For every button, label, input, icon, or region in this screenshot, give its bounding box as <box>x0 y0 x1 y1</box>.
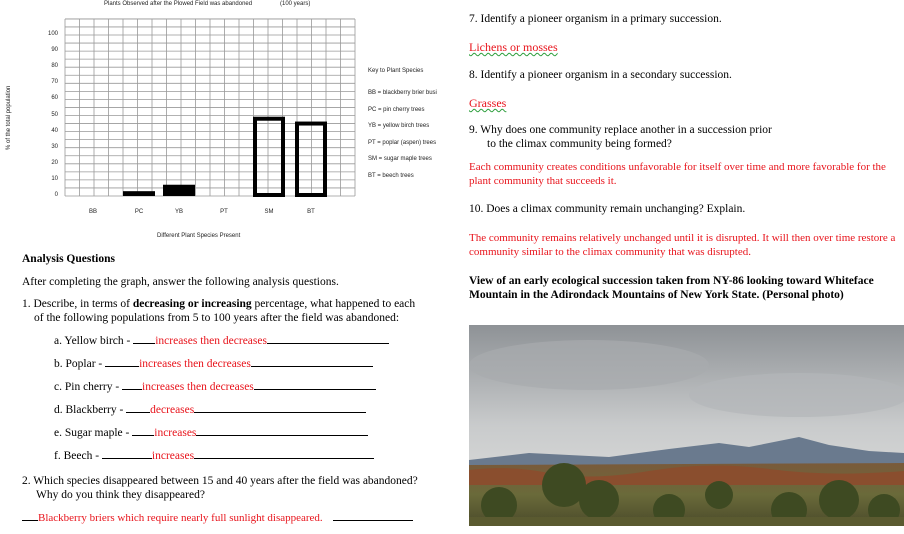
y-tick-label: 0 <box>54 192 58 198</box>
question-9 <box>469 123 772 151</box>
item-answer: increases then decreases <box>155 335 267 347</box>
landscape-photo <box>469 325 904 526</box>
chart-subtitle: (100 years) <box>280 1 311 7</box>
q2-text: 2. Which species disappeared between 15 and 40 years after the field was abandoned? <box>22 475 418 487</box>
legend-entry: PT = poplar (aspen) trees <box>368 139 437 146</box>
q1-emphasis: decreasing or increasing <box>132 298 252 310</box>
bar-YB <box>163 185 195 196</box>
q2-text: Why do you think they disappeared? <box>36 489 205 501</box>
y-tick-label: 20 <box>51 159 58 166</box>
y-tick-label: 40 <box>51 127 58 134</box>
chart-title: Plants Observed after the Plowed Field was abandoned <box>104 1 253 7</box>
q1-text: percentage, what happened to each <box>251 298 416 310</box>
photo-caption: View of an early ecological succession taken from NY-86 looking toward Whiteface Mountain in the Adirondack Mountains of New York State. (Personal photo) <box>469 275 874 301</box>
analysis-heading: Analysis Questions <box>22 253 115 265</box>
answer-8 <box>469 96 506 110</box>
y-tick-label: 80 <box>51 63 58 70</box>
legend-entry: PC = pin cherry trees <box>368 106 425 113</box>
legend-title: Key to Plant Species <box>368 68 424 74</box>
answer-item[interactable] <box>54 357 373 371</box>
legend-entry: BT = beech trees <box>368 172 414 179</box>
q1-text: 1. Describe, in terms of <box>22 298 133 310</box>
q9-text: 9. Why does one community replace another in a succession prior <box>469 124 772 136</box>
item-answer: increases then decreases <box>139 358 251 370</box>
answer-7-text: Lichens or mosses <box>469 40 558 54</box>
item-label: a. Yellow birch - <box>54 335 134 347</box>
x-tick-label: SM <box>264 209 274 215</box>
answer-item[interactable] <box>54 380 376 394</box>
bar-SM <box>255 119 283 195</box>
answer-7 <box>469 40 558 54</box>
item-answer: decreases <box>150 404 195 416</box>
item-label: d. Blackberry - <box>54 404 127 416</box>
answer-item[interactable] <box>54 449 374 463</box>
x-axis-label: Different Plant Species Present <box>157 233 241 239</box>
y-tick-label: 70 <box>51 79 58 86</box>
answer-item[interactable] <box>54 334 389 348</box>
y-tick-label: 50 <box>51 111 58 118</box>
y-tick-label: 100 <box>47 31 58 37</box>
analysis-intro: After completing the graph, answer the following analysis questions. <box>22 276 339 288</box>
item-answer: increases <box>151 450 195 462</box>
chart-plot <box>0 0 460 230</box>
item-answer: increases then decreases <box>142 381 254 393</box>
legend-entry: SM = sugar maple trees <box>368 156 432 162</box>
question-7: 7. Identify a pioneer organism in a primary succession. <box>469 13 722 25</box>
answer-8-text: Grasses <box>469 96 507 110</box>
item-label: f. Beech - <box>54 450 102 462</box>
answer-9: Each community creates conditions unfavorable for itself over time and more favorable for the plant community that succeeds it. <box>469 161 886 187</box>
y-tick-label: 30 <box>51 143 58 150</box>
q9-text: to the climax community being formed? <box>487 138 672 150</box>
answer-item[interactable] <box>54 426 368 440</box>
question-1 <box>22 297 452 325</box>
legend-entry: BB = blackberry brier busi <box>368 90 437 96</box>
legend-entry: YB = yellow birch trees <box>368 123 430 129</box>
y-tick-label: 90 <box>51 47 58 54</box>
item-label: b. Poplar - <box>54 358 106 370</box>
q2-answer: Blackberry briers which require nearly full sunlight disappeared. <box>38 512 323 524</box>
question-8: 8. Identify a pioneer organism in a secondary succession. <box>469 69 732 81</box>
y-tick-label: 60 <box>51 95 58 102</box>
question-10: 10. Does a climax community remain unchanging? Explain. <box>469 203 746 215</box>
bar-BT <box>297 124 325 195</box>
question-2 <box>22 474 418 502</box>
item-label: c. Pin cherry - <box>54 381 123 393</box>
x-tick-label: BB <box>88 209 97 215</box>
item-label: e. Sugar maple - <box>54 427 133 439</box>
answer-item[interactable] <box>54 403 366 417</box>
x-tick-label: PC <box>134 209 144 215</box>
x-tick-label: YB <box>174 209 183 215</box>
x-tick-label: PT <box>220 209 228 215</box>
y-tick-label: 10 <box>51 175 58 182</box>
q2-answer-line[interactable] <box>22 511 413 525</box>
bar-PC <box>123 191 155 196</box>
item-answer: increases <box>154 427 197 439</box>
q1-text: of the following populations from 5 to 100 years after the field was abandoned: <box>34 312 400 324</box>
answer-10: The community remains relatively unchanged until it is disrupted. It will then over time restore a community similar to the climax community that was disrupted. <box>469 232 896 258</box>
x-tick-label: BT <box>307 209 315 215</box>
y-axis-label: % of the total population <box>6 85 12 150</box>
